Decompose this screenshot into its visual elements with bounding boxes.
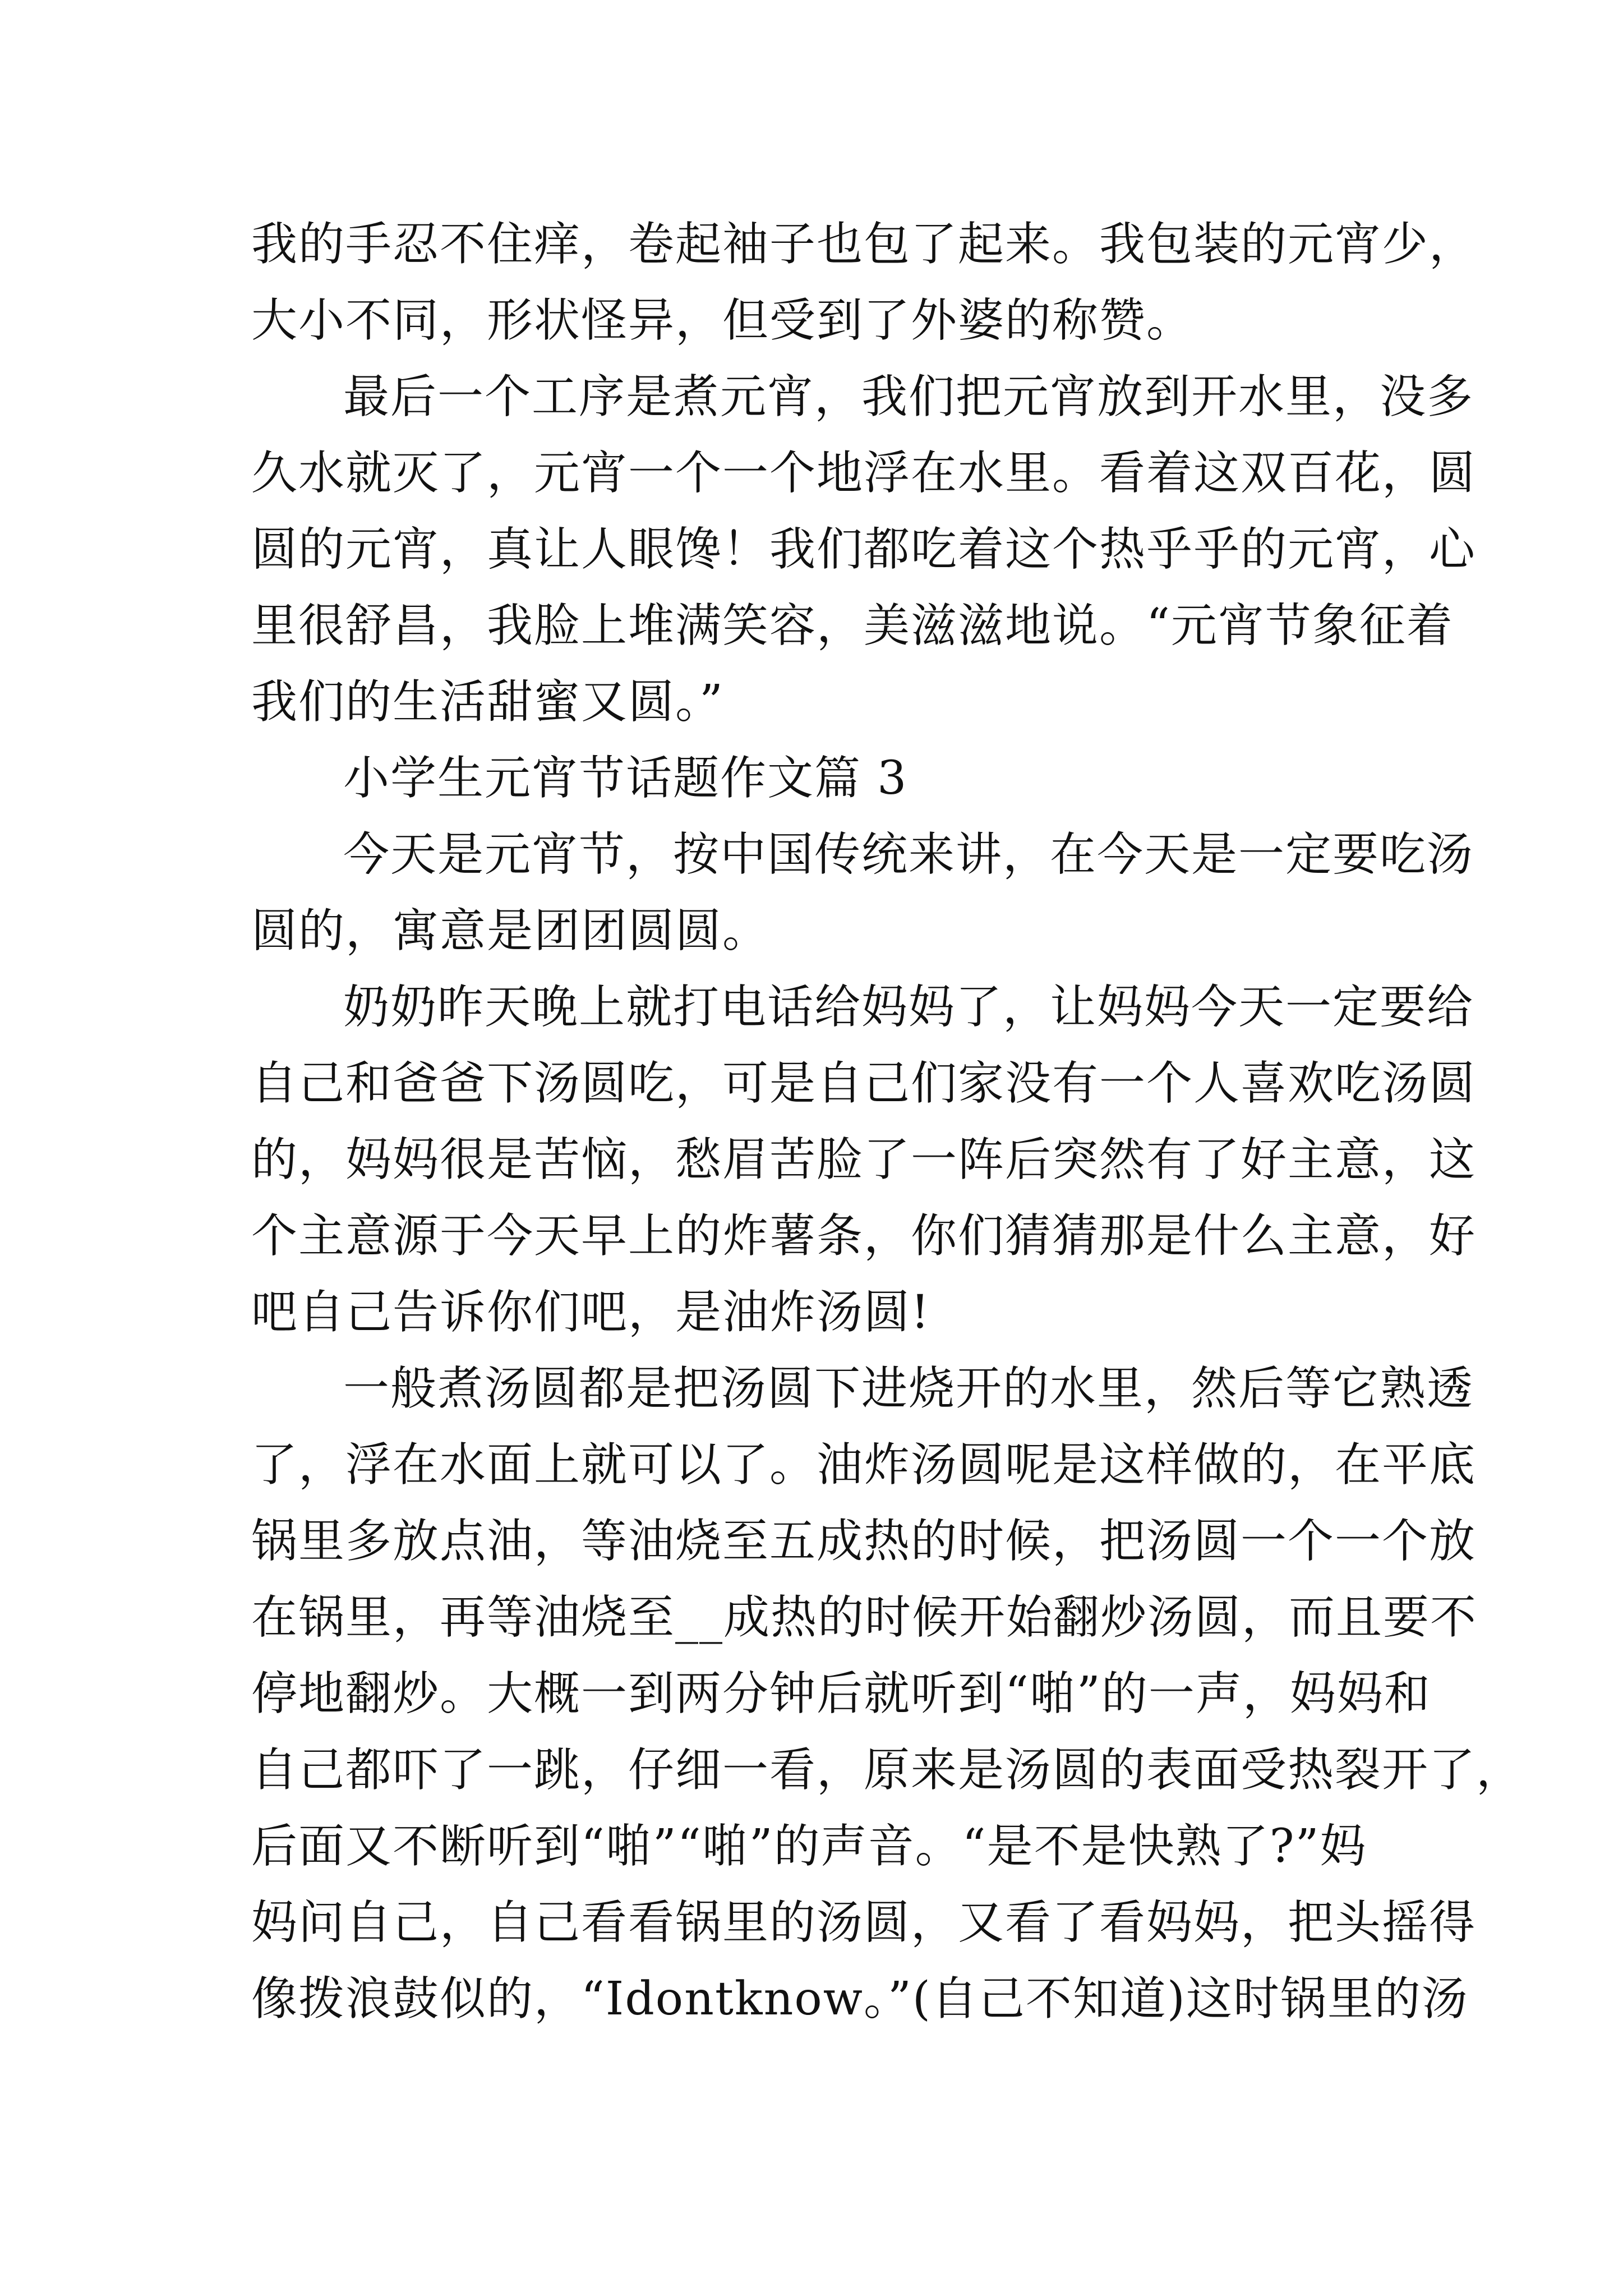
text-line: 个主意源于今天早上的炸薯条，你们猜猜那是什么主意，好: [251, 1209, 1477, 1263]
text-line: 自己都吓了一跳，仔细一看，原来是汤圆的表面受热裂开了，: [251, 1743, 1524, 1797]
text-line: 里很舒昌，我脸上堆满笑容，美滋滋地说。“元宵节象征着: [251, 599, 1454, 652]
text-line: 我们的生活甜蜜又圆。”: [251, 675, 724, 729]
text-line: 锅里多放点油，等油烧至五成热的时候，把汤圆一个一个放: [251, 1515, 1477, 1568]
text-line: 的，妈妈很是苦恼，愁眉苦脸了一阵后突然有了好主意，这: [251, 1133, 1477, 1186]
text-line: 吧自己告诉你们吧，是油炸汤圆!: [251, 1286, 930, 1339]
document-body: [251, 206, 1524, 2037]
text-line: 了，浮在水面上就可以了。油炸汤圆呢是这样做的，在平底: [251, 1438, 1477, 1492]
text-line: 停地翻炒。大概一到两分钟后就听到“啪”的一声，妈妈和: [251, 1667, 1431, 1720]
text-line: 一般煮汤圆都是把汤圆下进烧开的水里，然后等它熟透: [343, 1362, 1474, 1415]
text-line: 奶奶昨天晚上就打电话给妈妈了，让妈妈今天一定要给: [343, 981, 1474, 1034]
text-line: 今天是元宵节，按中国传统来讲，在今天是一定要吃汤: [343, 828, 1474, 881]
text-line: 大小不同，形状怪异，但受到了外婆的称赞。: [251, 294, 1194, 347]
text-line: 我的手忍不住痒，卷起袖子也包了起来。我包装的元宵少，: [251, 218, 1477, 271]
text-line: 圆的，寓意是团团圆圆。: [251, 904, 770, 958]
text-line: 后面又不断听到“啪”“啪”的声音。“是不是快熟了?”妈: [251, 1820, 1367, 1873]
text-line: 久水就灭了，元宵一个一个地浮在水里。看着这双百花，圆: [251, 447, 1477, 500]
section-heading: 小学生元宵节话题作文篇 3: [343, 752, 908, 805]
text-line: 妈问自己，自己看看锅里的汤圆，又看了看妈妈，把头摇得: [251, 1896, 1477, 1949]
text-line: 圆的元宵，真让人眼馋！我们都吃着这个热乎乎的元宵，心: [251, 523, 1477, 576]
text-line: 自己和爸爸下汤圆吃，可是自己们家没有一个人喜欢吃汤圆: [251, 1057, 1477, 1110]
text-line: 像拨浪鼓似的，“Idontknow。”(自己不知道)这时锅里的汤: [251, 1972, 1469, 2026]
text-line: 最后一个工序是煮元宵，我们把元宵放到开水里，没多: [343, 370, 1474, 424]
text-line: 在锅里，再等油烧至__成热的时候开始翻炒汤圆，而且要不: [251, 1591, 1478, 1644]
